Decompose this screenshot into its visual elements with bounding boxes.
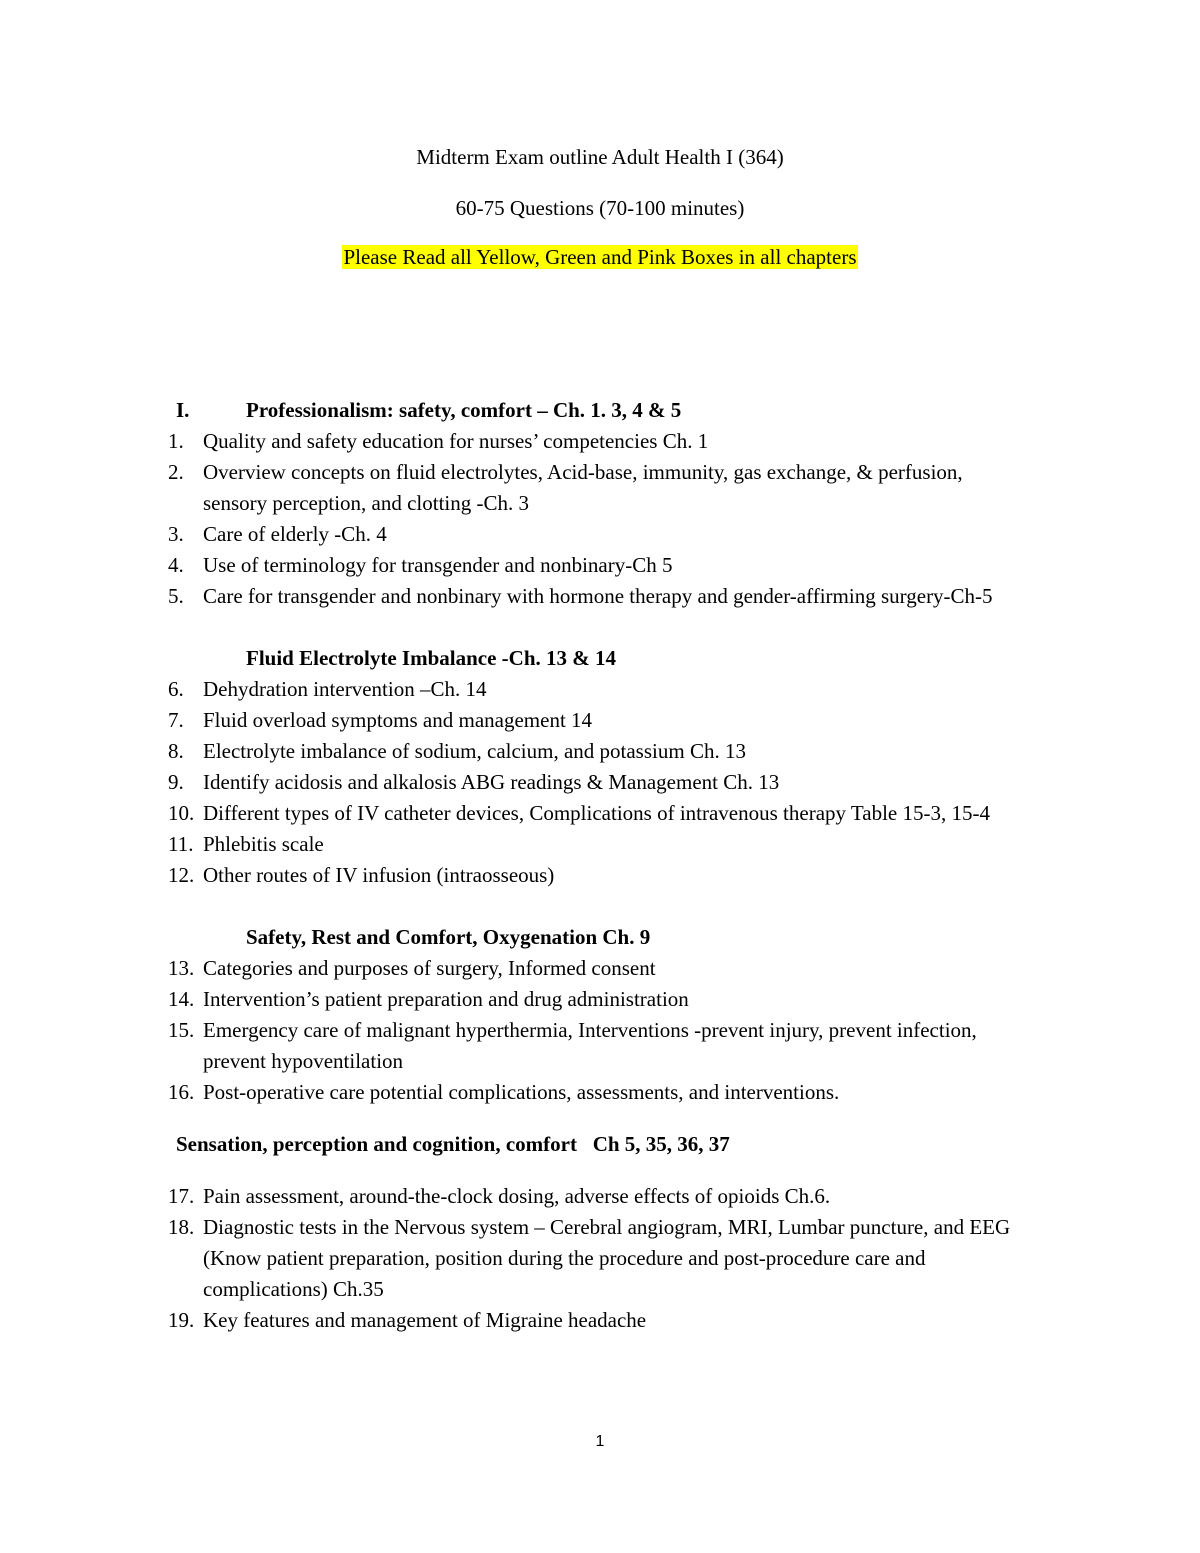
highlighted-notice-text: Please Read all Yellow, Green and Pink Boxes in all chapters [343,245,857,269]
item-text: Identify acidosis and alkalosis ABG readings & Management Ch. 13 [203,770,780,794]
document-title: Midterm Exam outline Adult Health I (364) [416,145,784,169]
outline-content [168,395,1068,1336]
item-list-sensation-perception [168,1181,1068,1336]
section-heading-text: Professionalism: safety, comfort – Ch. 1. 3, 4 & 5 [246,398,682,422]
list-item [168,519,1068,550]
item-text: Use of terminology for transgender and nonbinary-Ch 5 [203,553,673,577]
item-number: 11. [168,832,194,856]
section-heading-professionalism [168,395,1068,426]
reading-notice [0,243,1200,271]
item-number: 14. [168,987,195,1011]
section-heading-text: Fluid Electrolyte Imbalance -Ch. 13 & 14 [246,646,617,670]
list-item [168,953,1068,984]
item-text: Care of elderly -Ch. 4 [203,522,387,546]
item-text: Diagnostic tests in the Nervous system – Cerebral angiogram, MRI, Lumbar puncture, and EEG (Know patient preparation, position during the procedure and post-procedure care and complications) Ch.35 [203,1215,1011,1301]
section-heading-safety-rest-comfort [168,922,1068,953]
item-number: 3. [168,522,184,546]
item-text: Different types of IV catheter devices, Complications of intravenous therapy Table 15-3, 15-4 [203,801,990,825]
list-item [168,674,1068,705]
item-list-professionalism [168,426,1068,612]
item-text: Quality and safety education for nurses’ competencies Ch. 1 [203,429,709,453]
list-item [168,1077,1068,1108]
item-number: 5. [168,584,184,608]
list-item [168,457,1068,519]
list-item [168,1015,1068,1077]
list-item [168,860,1068,891]
item-number: 13. [168,956,195,980]
list-item [168,829,1068,860]
item-number: 17. [168,1184,195,1208]
item-text: Overview concepts on fluid electrolytes, Acid-base, immunity, gas exchange, & perfusion, sensory perception, and clotting -Ch. 3 [203,460,963,515]
item-number: 8. [168,739,184,763]
item-number: 9. [168,770,184,794]
item-number: 7. [168,708,184,732]
item-text: Pain assessment, around-the-clock dosing, adverse effects of opioids Ch.6. [203,1184,831,1208]
list-item [168,798,1068,829]
item-number: 12. [168,863,195,887]
list-item [168,767,1068,798]
item-number: 19. [168,1308,195,1332]
item-number: 10. [168,801,195,825]
item-text: Key features and management of Migraine headache [203,1308,647,1332]
item-text: Electrolyte imbalance of sodium, calcium, and potassium Ch. 13 [203,739,746,763]
list-item [168,1181,1068,1212]
item-text: Care for transgender and nonbinary with hormone therapy and gender-affirming surgery-Ch-5 [203,584,993,608]
item-text: Fluid overload symptoms and management 14 [203,708,593,732]
item-number: 6. [168,677,184,701]
list-item [168,1212,1068,1305]
item-number: 18. [168,1215,195,1239]
item-text: Intervention’s patient preparation and drug administration [203,987,689,1011]
list-item [168,581,1068,612]
section-heading-sensation-perception [168,1129,1068,1160]
section-heading-fluid-electrolyte [168,643,1068,674]
list-item [168,984,1068,1015]
item-text: Emergency care of malignant hyperthermia, Interventions -prevent injury, prevent infection, prevent hypoventilation [203,1018,977,1073]
item-number: 1. [168,429,184,453]
item-text: Post-operative care potential complications, assessments, and interventions. [203,1080,840,1104]
section-heading-text: Sensation, perception and cognition, comfort Ch 5, 35, 36, 37 [176,1132,730,1156]
item-list-fluid-electrolyte [168,674,1068,891]
list-item [168,426,1068,457]
item-text: Phlebitis scale [203,832,324,856]
item-number: 15. [168,1018,195,1042]
section-numeral: I. [176,398,190,422]
item-text: Other routes of IV infusion (intraosseous) [203,863,555,887]
list-item [168,1305,1068,1336]
item-list-safety-rest-comfort [168,953,1068,1108]
list-item [168,705,1068,736]
page-number: 1 [595,1433,605,1450]
item-text: Dehydration intervention –Ch. 14 [203,677,487,701]
list-item [168,736,1068,767]
document-subtitle: 60-75 Questions (70-100 minutes) [455,196,745,220]
item-number: 2. [168,460,184,484]
section-heading-text: Safety, Rest and Comfort, Oxygenation Ch. 9 [246,925,651,949]
list-item [168,550,1068,581]
item-number: 4. [168,553,184,577]
item-text: Categories and purposes of surgery, Informed consent [203,956,656,980]
item-number: 16. [168,1080,195,1104]
